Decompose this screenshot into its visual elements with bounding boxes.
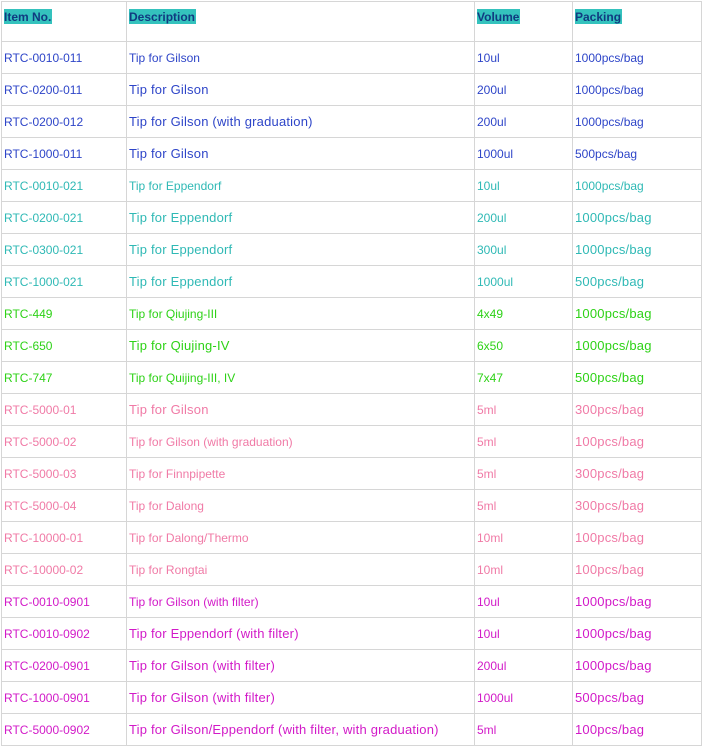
header-packing-label: Packing: [575, 10, 622, 24]
volume-cell: 10ul: [475, 170, 573, 202]
description-cell: Tip for Gilson (with graduation): [127, 426, 475, 458]
table-row: [2, 138, 702, 170]
item-cell: RTC-1000-0901: [2, 682, 127, 714]
packing-cell: 1000pcs/bag: [573, 170, 702, 202]
packing-cell: 1000pcs/bag: [573, 298, 702, 330]
item-cell: RTC-5000-0902: [2, 714, 127, 746]
item-cell: RTC-5000-01: [2, 394, 127, 426]
table-row: [2, 106, 702, 138]
packing-cell: 500pcs/bag: [573, 362, 702, 394]
item-cell: RTC-0010-0902: [2, 618, 127, 650]
volume-cell: 1000ul: [475, 682, 573, 714]
item-cell: RTC-0200-012: [2, 106, 127, 138]
header-description-label: Description: [129, 10, 196, 24]
volume-cell: 10ml: [475, 522, 573, 554]
description-cell: Tip for Dalong: [127, 490, 475, 522]
header-row: [2, 2, 702, 42]
item-cell: RTC-5000-03: [2, 458, 127, 490]
volume-cell: 200ul: [475, 74, 573, 106]
header-packing: [573, 2, 702, 42]
packing-cell: 1000pcs/bag: [573, 74, 702, 106]
packing-cell: 100pcs/bag: [573, 714, 702, 746]
header-item: [2, 2, 127, 42]
volume-cell: 5ml: [475, 490, 573, 522]
volume-cell: 10ul: [475, 618, 573, 650]
packing-cell: 1000pcs/bag: [573, 42, 702, 74]
table-row: [2, 426, 702, 458]
packing-cell: 500pcs/bag: [573, 682, 702, 714]
packing-cell: 1000pcs/bag: [573, 330, 702, 362]
volume-cell: 5ml: [475, 714, 573, 746]
description-cell: Tip for Dalong/Thermo: [127, 522, 475, 554]
item-cell: RTC-10000-01: [2, 522, 127, 554]
description-cell: Tip for Gilson: [127, 42, 475, 74]
table-row: [2, 618, 702, 650]
table-row: [2, 330, 702, 362]
header-item-label: Item No.: [4, 10, 52, 24]
description-cell: Tip for Rongtai: [127, 554, 475, 586]
volume-cell: 200ul: [475, 650, 573, 682]
header-volume-label: Volume: [477, 10, 520, 24]
description-cell: Tip for Eppendorf: [127, 202, 475, 234]
packing-cell: 1000pcs/bag: [573, 234, 702, 266]
table-row: [2, 458, 702, 490]
volume-cell: 4x49: [475, 298, 573, 330]
item-cell: RTC-0010-021: [2, 170, 127, 202]
table-row: [2, 42, 702, 74]
description-cell: Tip for Gilson: [127, 74, 475, 106]
description-cell: Tip for Eppendorf (with filter): [127, 618, 475, 650]
packing-cell: 1000pcs/bag: [573, 618, 702, 650]
volume-cell: 10ml: [475, 554, 573, 586]
item-cell: RTC-1000-011: [2, 138, 127, 170]
packing-cell: 300pcs/bag: [573, 394, 702, 426]
volume-cell: 10ul: [475, 586, 573, 618]
table-row: [2, 234, 702, 266]
packing-cell: 300pcs/bag: [573, 458, 702, 490]
table-row: [2, 490, 702, 522]
volume-cell: 6x50: [475, 330, 573, 362]
table-row: [2, 170, 702, 202]
item-cell: RTC-0200-021: [2, 202, 127, 234]
description-cell: Tip for Eppendorf: [127, 266, 475, 298]
description-cell: Tip for Qiujing-III: [127, 298, 475, 330]
table-row: [2, 74, 702, 106]
item-cell: RTC-747: [2, 362, 127, 394]
product-table: [1, 1, 702, 746]
table-row: [2, 266, 702, 298]
packing-cell: 1000pcs/bag: [573, 650, 702, 682]
table-row: [2, 522, 702, 554]
item-cell: RTC-0010-0901: [2, 586, 127, 618]
item-cell: RTC-0010-011: [2, 42, 127, 74]
packing-cell: 100pcs/bag: [573, 554, 702, 586]
item-cell: RTC-449: [2, 298, 127, 330]
table-row: [2, 586, 702, 618]
description-cell: Tip for Gilson: [127, 394, 475, 426]
description-cell: Tip for Gilson: [127, 138, 475, 170]
item-cell: RTC-0300-021: [2, 234, 127, 266]
item-cell: RTC-5000-02: [2, 426, 127, 458]
volume-cell: 5ml: [475, 394, 573, 426]
packing-cell: 500pcs/bag: [573, 266, 702, 298]
description-cell: Tip for Gilson/Eppendorf (with filter, with graduation): [127, 714, 475, 746]
item-cell: RTC-10000-02: [2, 554, 127, 586]
table-row: [2, 202, 702, 234]
packing-cell: 300pcs/bag: [573, 490, 702, 522]
volume-cell: 7x47: [475, 362, 573, 394]
description-cell: Tip for Gilson (with filter): [127, 586, 475, 618]
volume-cell: 200ul: [475, 202, 573, 234]
volume-cell: 1000ul: [475, 138, 573, 170]
table-row: [2, 554, 702, 586]
description-cell: Tip for Gilson (with graduation): [127, 106, 475, 138]
volume-cell: 10ul: [475, 42, 573, 74]
packing-cell: 1000pcs/bag: [573, 106, 702, 138]
item-cell: RTC-650: [2, 330, 127, 362]
table-row: [2, 362, 702, 394]
packing-cell: 100pcs/bag: [573, 426, 702, 458]
table-row: [2, 394, 702, 426]
header-description: [127, 2, 475, 42]
description-cell: Tip for Gilson (with filter): [127, 650, 475, 682]
description-cell: Tip for Qiujing-IV: [127, 330, 475, 362]
packing-cell: 100pcs/bag: [573, 522, 702, 554]
item-cell: RTC-1000-021: [2, 266, 127, 298]
description-cell: Tip for Eppendorf: [127, 234, 475, 266]
volume-cell: 200ul: [475, 106, 573, 138]
table-row: [2, 682, 702, 714]
packing-cell: 500pcs/bag: [573, 138, 702, 170]
description-cell: Tip for Eppendorf: [127, 170, 475, 202]
table-row: [2, 298, 702, 330]
volume-cell: 1000ul: [475, 266, 573, 298]
item-cell: RTC-0200-011: [2, 74, 127, 106]
table-row: [2, 650, 702, 682]
description-cell: Tip for Quijing-III, IV: [127, 362, 475, 394]
volume-cell: 5ml: [475, 426, 573, 458]
header-volume: [475, 2, 573, 42]
packing-cell: 1000pcs/bag: [573, 202, 702, 234]
packing-cell: 1000pcs/bag: [573, 586, 702, 618]
volume-cell: 300ul: [475, 234, 573, 266]
description-cell: Tip for Finnpipette: [127, 458, 475, 490]
volume-cell: 5ml: [475, 458, 573, 490]
description-cell: Tip for Gilson (with filter): [127, 682, 475, 714]
item-cell: RTC-0200-0901: [2, 650, 127, 682]
item-cell: RTC-5000-04: [2, 490, 127, 522]
